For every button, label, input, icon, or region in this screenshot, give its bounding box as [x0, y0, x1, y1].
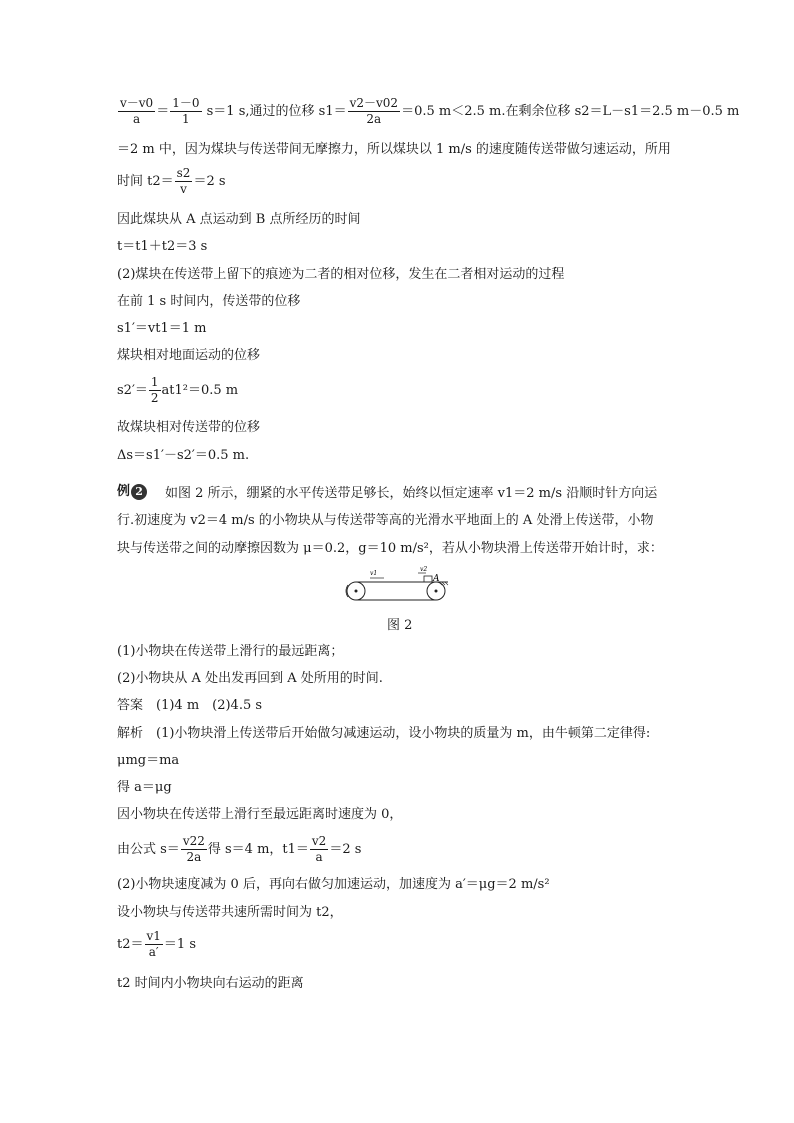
line-22: t2＝ $\frac{v1}{a'}$ ＝1 s [117, 929, 196, 959]
line-10: s2′＝ $\frac{1}{2}$ at1²＝0.5 m [117, 375, 239, 405]
fraction: $\frac{v1}{a'}$ [146, 929, 161, 959]
line-4: 因此煤块从 A 点运动到 B 点所经历的时间 [117, 212, 361, 227]
line-3: 时间 t2＝ $\frac{s2}{v}$ ＝2 s [117, 166, 226, 196]
block [424, 576, 432, 582]
line-12: Δs＝s1′－s2′＝0.5 m. [117, 448, 250, 463]
label-v2: v2 [420, 566, 428, 573]
line-20: (2)小物块速度减为 0 后，再向右做匀加速运动，加速度为 a′＝μg＝2 m/s² [117, 877, 550, 892]
line-6: (2)煤块在传送带上留下的痕迹为二者的相对位移，发生在二者相对运动的过程 [117, 267, 565, 282]
fraction: $\frac{v22}{2a}$ [182, 834, 205, 864]
line-5: t＝t1＋t2＝3 s [117, 239, 208, 254]
line-23: t2 时间内小物块向右运动的距离 [117, 976, 304, 991]
line-18: 因小物块在传送带上滑行至最远距离时速度为 0， [117, 807, 403, 822]
conveyor-belt-figure [340, 565, 450, 605]
analysis-line: 解析 (1)小物块滑上传送带后开始做匀减速运动，设小物块的质量为 m，由牛顿第二定律得: [117, 726, 651, 741]
line-9: 煤块相对地面运动的位移 [117, 348, 261, 363]
fraction: $\frac{v2}{a}$ [311, 834, 327, 864]
line-11: 故煤块相对传送带的位移 [117, 420, 261, 435]
left-pulley-center [355, 590, 358, 593]
right-pulley-center [435, 590, 438, 593]
figure-caption: 图 2 [387, 618, 413, 633]
line-1: $\frac{v-v0}{a}$ ＝ $\frac{1-0}{1}$ s＝1 s,通过的位移 s1＝ $\frac{v2-v02}{2a}$ ＝0.5 m＜2.5 m.在剩余位移 s2＝L－s1＝2.5 m－0.5 m [120, 96, 740, 126]
line-19: 由公式 s＝ $\frac{v22}{2a}$ 得 s＝4 m，t1＝ $\frac{v2}{a}$ ＝2 s [117, 834, 362, 864]
line-2: ＝2 m 中，因为煤块与传送带间无摩擦力，所以煤块以 1 m/s 的速度随传送带做匀速运动，所用 [117, 142, 671, 157]
fraction: $\frac{v2-v02}{2a}$ [349, 96, 399, 126]
line-14: 行.初速度为 v2＝4 m/s 的小物块从与传送带等高的光滑水平地面上的 A 处滑上传送带，小物 [117, 513, 654, 528]
label-v1: v1 [370, 570, 378, 577]
line-15: 块与传送带之间的动摩擦因数为 μ＝0.2，g＝10 m/s²，若从小物块滑上传送带开始计时，求： [117, 541, 663, 556]
question-2: (2)小物块从 A 处出发再回到 A 处所用的时间. [117, 671, 383, 686]
fraction: $\frac{1-0}{1}$ [172, 96, 200, 126]
answer-line: 答案 (1)4 m (2)4.5 s [117, 698, 263, 713]
line-17: 得 a＝μg [117, 780, 172, 795]
line-7: 在前 1 s 时间内，传送带的位移 [117, 294, 301, 309]
example-number-icon: 2 [131, 484, 147, 500]
example-badge: 例 2 [117, 480, 147, 500]
line-16: μmg＝ma [117, 753, 180, 768]
line-13: 如图 2 所示，绷紧的水平传送带足够长，始终以恒定速率 v1＝2 m/s 沿顺时针方向运 [165, 486, 658, 501]
line-21: 设小物块与传送带共速所需时间为 t2， [117, 905, 343, 920]
question-1: (1)小物块在传送带上滑行的最远距离； [117, 644, 344, 659]
fraction: $\frac{v-v0}{a}$ [120, 96, 154, 126]
fraction: $\frac{1}{2}$ [150, 375, 159, 405]
label-A: A [433, 574, 440, 584]
fraction: $\frac{s2}{v}$ [176, 166, 191, 196]
line-8: s1′＝vt1＝1 m [117, 321, 207, 336]
